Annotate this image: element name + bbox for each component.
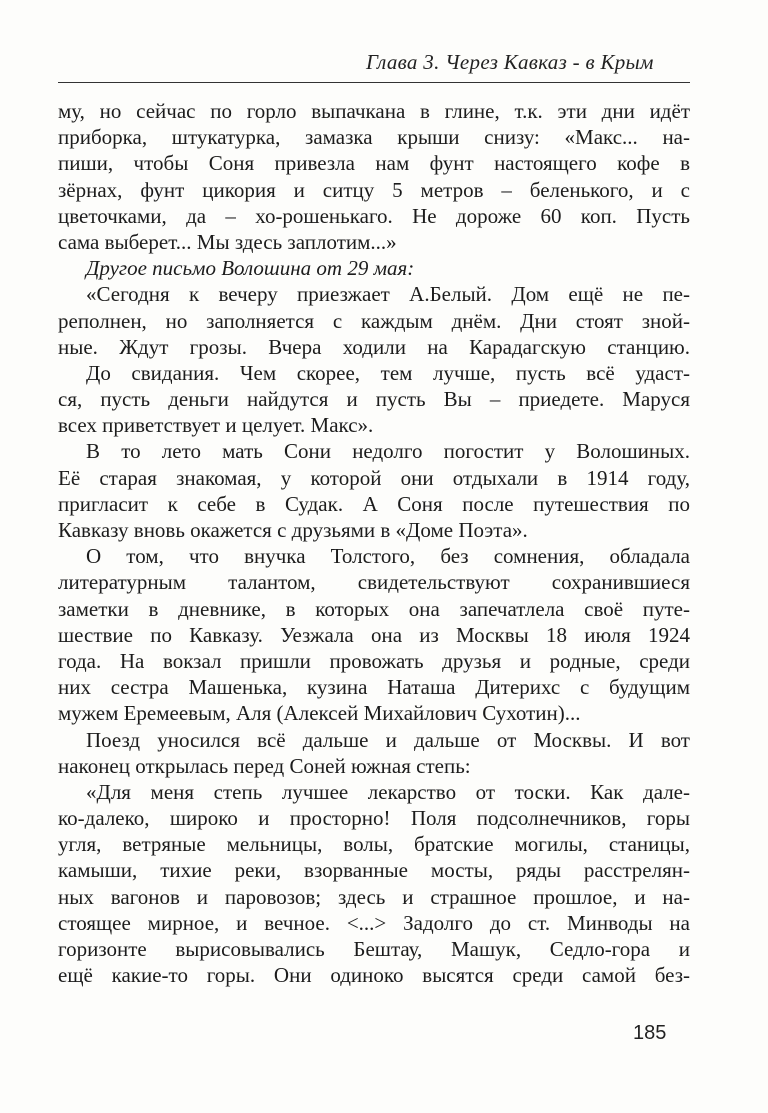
text-line: «Сегодня к вечеру приезжает А.Белый. Дом ещё не пе- [86,282,690,307]
text-line: года. На вокзал пришли провожать друзья и родные, среди [58,648,690,673]
body-text [58,98,690,988]
text-line: реполнен, но заполняется с каждым днём. Дни стоят зной- [58,308,690,333]
text-line: цветочками, да – хо-рошенькаго. Не дороже 60 коп. Пусть [58,203,690,228]
text-line: камыши, тихие реки, взорванные мосты, ряды расстрелян- [58,858,690,883]
text-line: В то лето мать Сони недолго погостит у Волошиных. [86,439,690,464]
text-line: них сестра Машенька, кузина Наташа Дитерихс с будущим [58,675,690,700]
text-line: ные. Ждут грозы. Вчера ходили на Карадагскую станцию. [58,334,690,359]
running-head: Глава 3. Через Кавказ - в Крым [366,50,654,74]
text-line: Поезд уносился всё дальше и дальше от Москвы. И вот [86,727,690,752]
text-line: ся, пусть деньги найдутся и пусть Вы – приедете. Маруся [58,387,690,412]
text-line: «Для меня степь лучшее лекарство от тоски. Как дале- [86,779,690,804]
text-line: ещё какие-то горы. Они одиноко высятся среди самой без- [58,963,690,988]
text-line: угля, ветряные мельницы, волы, братские могилы, станицы, [58,832,690,857]
text-line: заметки в дневнике, в которых она запечатлела своё путе- [58,596,690,621]
text-line: сама выберет... Мы здесь заплотим...» [58,229,397,254]
page-number: 185 [633,1022,667,1044]
text-line-italic: Другое письмо Волошина от 29 мая: [86,256,415,281]
text-line: Кавказу вновь окажется с друзьями в «Доме Поэта». [58,518,528,542]
text-line: горизонте вырисовывались Бештау, Машук, Седло-гора и [58,937,690,961]
text-line: шествие по Кавказу. Уезжала она из Москвы 18 июля 1924 [58,622,690,647]
text-line: ко-далеко, широко и просторно! Поля подсолнечников, горы [58,806,690,831]
text-line: стоящее мирное, и вечное. <...> Задолго до ст. Минводы на [58,910,690,935]
text-line: пиши, чтобы Соня привезла нам фунт настоящего кофе в [58,151,690,176]
text-line: мужем Еремеевым, Аля (Алексей Михайлович Сухотин)... [58,701,581,726]
text-line: пригласит к себе в Судак. А Соня после путешествия по [58,491,690,516]
text-line: му, но сейчас по горло выпачкана в глине, т.к. эти дни идёт [58,99,690,123]
text-line: О том, что внучка Толстого, без сомнения, обладала [86,544,690,569]
header-rule [58,82,690,83]
text-line: наконец открылась перед Соней южная степь: [58,753,471,778]
text-line: До свидания. Чем скорее, тем лучше, пусть всё удаст- [86,360,690,385]
text-line: зёрнах, фунт цикория и ситцу 5 метров – беленького, и с [58,177,690,202]
text-line: приборка, штукатурка, замазка крыши снизу: «Макс... на- [58,125,690,150]
text-line: Её старая знакомая, у которой они отдыхали в 1914 году, [58,465,690,490]
text-line: всех приветствует и целует. Макс». [58,413,374,438]
text-line: литературным талантом, свидетельствуют сохранившиеся [58,570,690,595]
text-line: ных вагонов и паровозов; здесь и страшное прошлое, и на- [58,884,690,909]
